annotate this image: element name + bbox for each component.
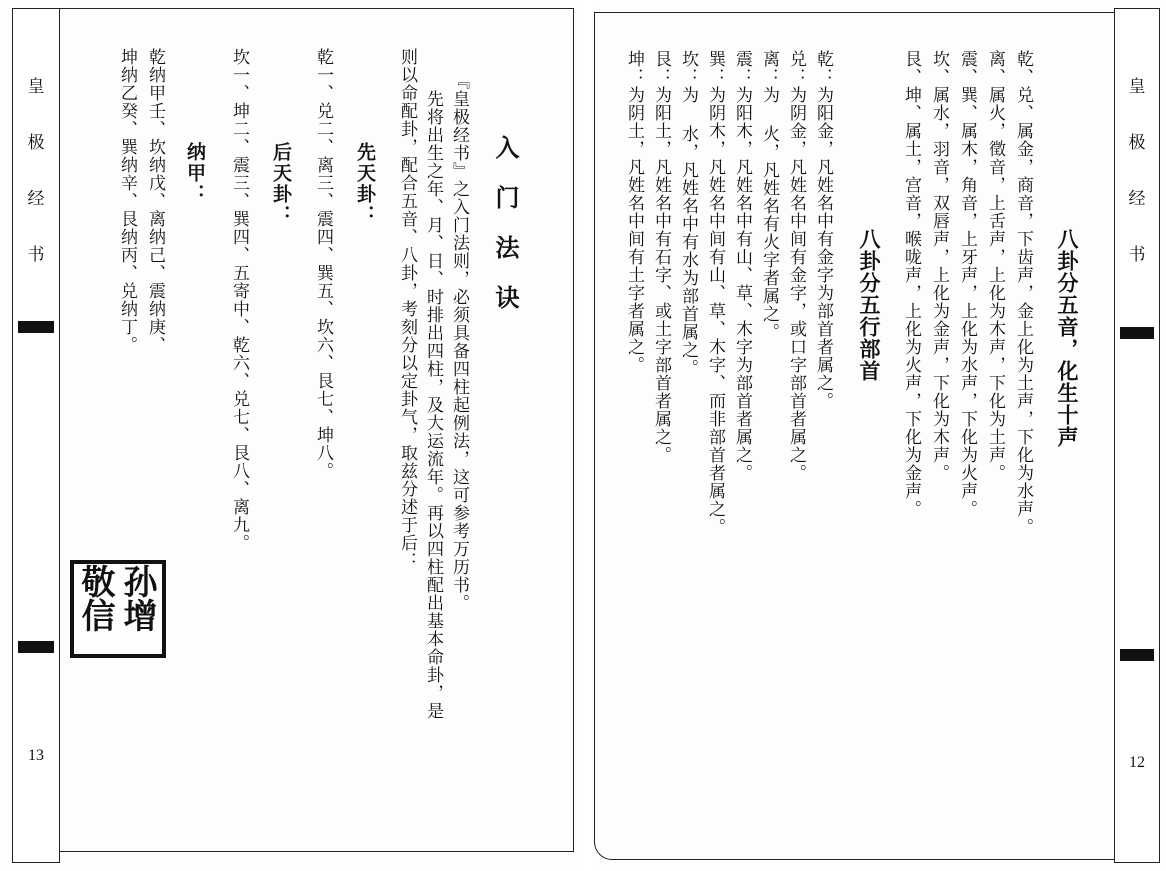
houtian-text: 坎一、坤二、震三、巽四、五寄中、乾六、兑七、艮八、离九。 [229,48,249,552]
left-spine [12,8,60,863]
page-number: 12 [1129,754,1145,771]
spine-title-char: 经 [27,189,45,209]
xiantian-text: 乾一、兑二、离三、震四、巽五、坎六、艮七、坤八。 [313,48,333,480]
spine-title [13,59,59,283]
najia-line: 乾纳甲壬、坎纳戊、离纳己、震纳庚、 [145,48,165,354]
spine-title-char: 极 [1128,133,1146,153]
spine-title-char: 极 [27,133,45,153]
spine-title-char: 书 [27,245,45,265]
section-title: 八卦分五音，化生十声 [1055,228,1079,448]
spine-marker [18,321,54,333]
seal-char: 增 [117,598,157,632]
section-heading: 先天卦： [354,142,376,226]
seal-char: 敬 [75,564,115,598]
bushou-line: 兑：为阴金，凡姓名中间有金字，或口字部首者属之。 [786,50,806,482]
right-page [592,0,1166,871]
section-heading: 纳甲： [184,142,206,205]
spine-title-char: 经 [1128,189,1146,209]
bushou-line: 离：为 火，凡姓名有火字者属之。 [759,50,779,341]
intro-line: 『皇极经书』之入门法则，必须具备四柱起例法，这可参考万历书。 [449,72,469,612]
spine-marker [1120,327,1154,339]
spine-marker [1120,649,1154,661]
seal-char: 孙 [117,564,157,598]
right-spine [1114,8,1160,863]
bushou-line: 乾：为阳金，凡姓名中有金字为部首者属之。 [813,50,833,410]
bushou-line: 震：为阳木，凡姓名中有山、草、木字为部首者属之。 [732,50,752,482]
bushou-line: 坤：为阴土，凡姓名中间有土字者属之。 [624,50,644,374]
najia-line: 坤纳乙癸、巽纳辛、艮纳丙、兑纳丁。 [117,48,137,354]
wuyin-line: 震、巽、属木，角音，上牙声，上化为水声，下化为火声。 [957,50,977,518]
bushou-line: 巽：为阴木，凡姓名中间有山、草、木字、而非部首者属之。 [705,50,725,536]
bushou-line: 艮：为阳土，凡姓名中有石字、或土字部首者属之。 [651,50,671,464]
intro-line: 先将出生之年、月、日、时排出四柱，及大运流年。再以四柱配出基本命卦，是 [423,90,443,720]
spine-title-char: 皇 [27,77,45,97]
spine-marker [18,641,54,653]
spine-title-char: 皇 [1128,77,1146,97]
bushou-line: 坎：为 水，凡姓名中有水为部首属之。 [678,50,698,377]
section-title: 八卦分五行部首 [857,228,881,382]
page-number: 13 [28,747,44,764]
author-seal [70,560,166,658]
left-page [0,0,582,871]
wuyin-line: 艮、坤、属土，宫音，喉咙声，上化为火声，下化为金声。 [901,50,921,518]
wuyin-line: 乾、兑、属金，商音，下齿声，金上化为土声，下化为水声。 [1013,50,1033,536]
section-heading: 后天卦： [270,142,292,226]
spine-title [1115,59,1159,283]
wuyin-line: 坎、属水，羽音，双唇声，上化为金声，下化为木声。 [929,50,949,482]
intro-line: 则以命配卦，配合五音、八卦，考刻分以定卦气，取兹分述于后： [397,48,417,570]
wuyin-line: 离、属火，徵音，上舌声，上化为木声，下化为土声。 [985,50,1005,482]
page-title: 入门法诀 [491,135,519,335]
spine-title-char: 书 [1128,245,1146,265]
seal-char: 信 [75,598,115,632]
